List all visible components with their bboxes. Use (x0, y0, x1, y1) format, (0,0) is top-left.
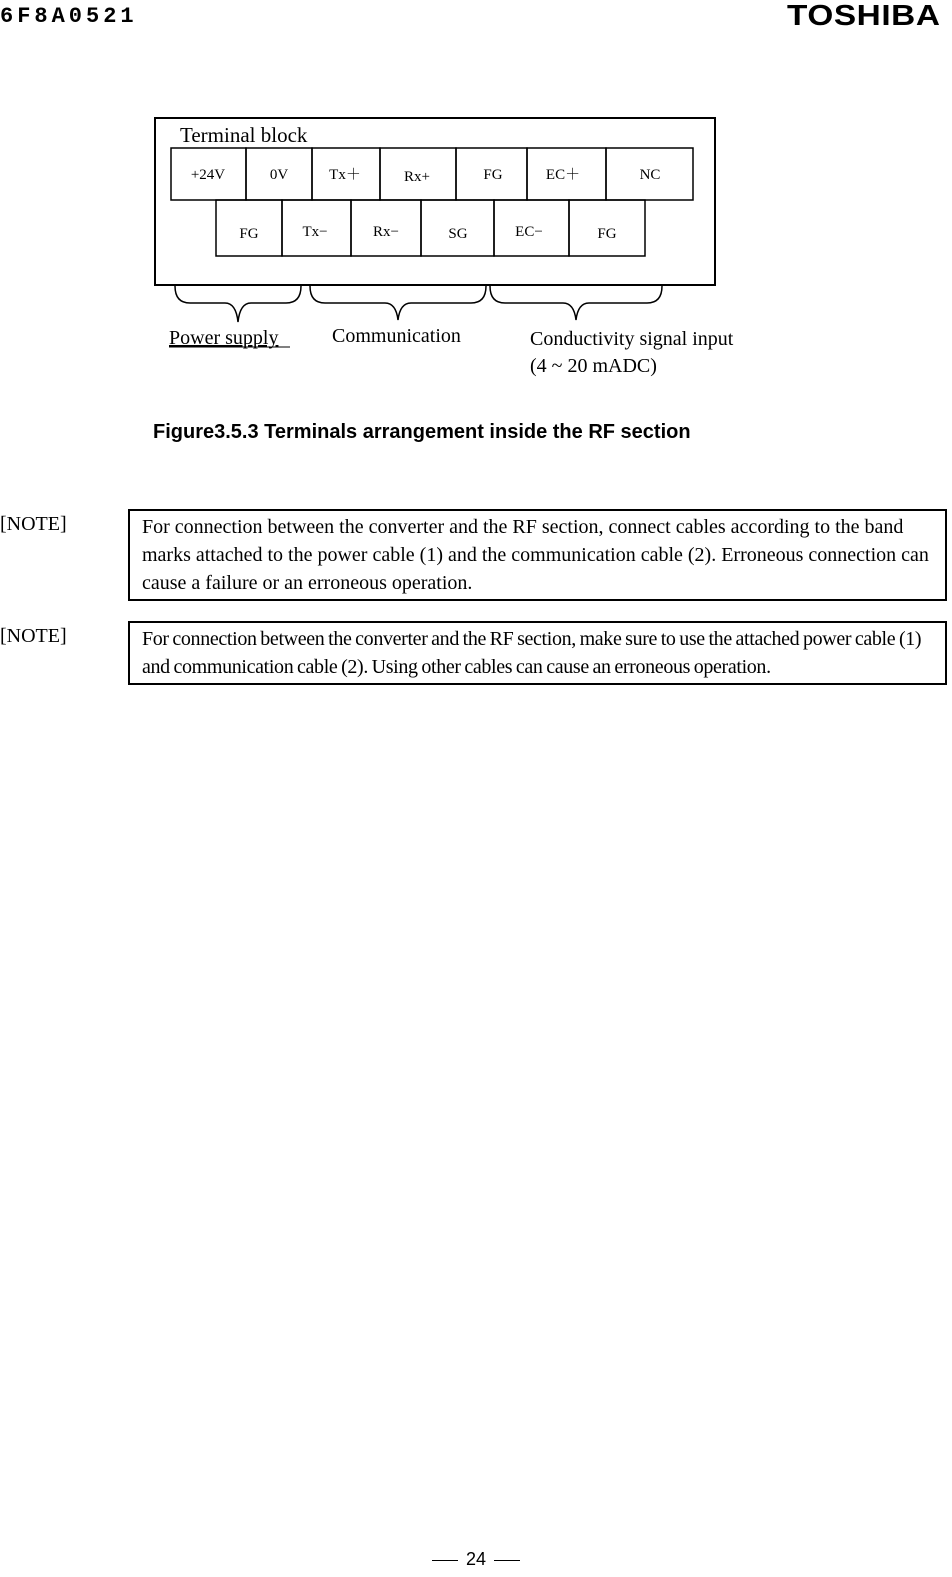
terminal-fg-bottom-1: FG (239, 226, 259, 242)
brace-communication (310, 286, 486, 320)
terminal-diagram (0, 0, 952, 400)
label-communication: Communication (332, 325, 461, 347)
brace-power (175, 286, 301, 322)
note-label-2: [NOTE] (0, 625, 67, 647)
terminal-rx-plus: Rx+ (404, 169, 430, 185)
terminal-sg: SG (448, 226, 468, 242)
terminal-nc: NC (639, 167, 661, 183)
figure-caption: Figure3.5.3 Terminals arrangement inside the RF section (153, 421, 691, 443)
terminal-24v: +24V (190, 167, 226, 183)
terminal-ec-minus: EC− (515, 224, 543, 240)
page-footer (0, 1549, 952, 1570)
note-label-1: [NOTE] (0, 513, 67, 535)
note-box-1: For connection between the converter and the RF section, connect cables according to the band marks attached to the power cable (1) and the communication cable (2). Erroneous connection can cause a failure or an erroneous operation. (128, 509, 947, 601)
label-conductivity: Conductivity signal input (530, 328, 734, 350)
terminal-0v: 0V (269, 167, 289, 183)
terminal-ec-plus: EC＋ (545, 167, 581, 183)
brand-logo: TOSHIBA (786, 0, 940, 32)
terminal-rx-minus: Rx− (373, 224, 399, 240)
label-power-supply: Power supply (169, 327, 279, 349)
document-id: 6F8A0521 (0, 4, 138, 29)
note-box-2: For connection between the converter and the RF section, make sure to use the attached power cable (1) and communication cable (2). Using other cables can cause an erroneous operation. (128, 621, 947, 685)
terminal-block-title: Terminal block (180, 123, 308, 147)
terminal-fg-top: FG (483, 167, 503, 183)
terminal-tx-minus: Tx− (302, 224, 328, 240)
brace-conductivity (490, 286, 662, 320)
terminal-fg-bottom-2: FG (597, 226, 617, 242)
terminal-tx-plus: Tx＋ (329, 167, 361, 183)
label-conductivity-range: (4 ~ 20 mADC) (530, 355, 657, 377)
page-number: 24 (465, 1549, 487, 1569)
